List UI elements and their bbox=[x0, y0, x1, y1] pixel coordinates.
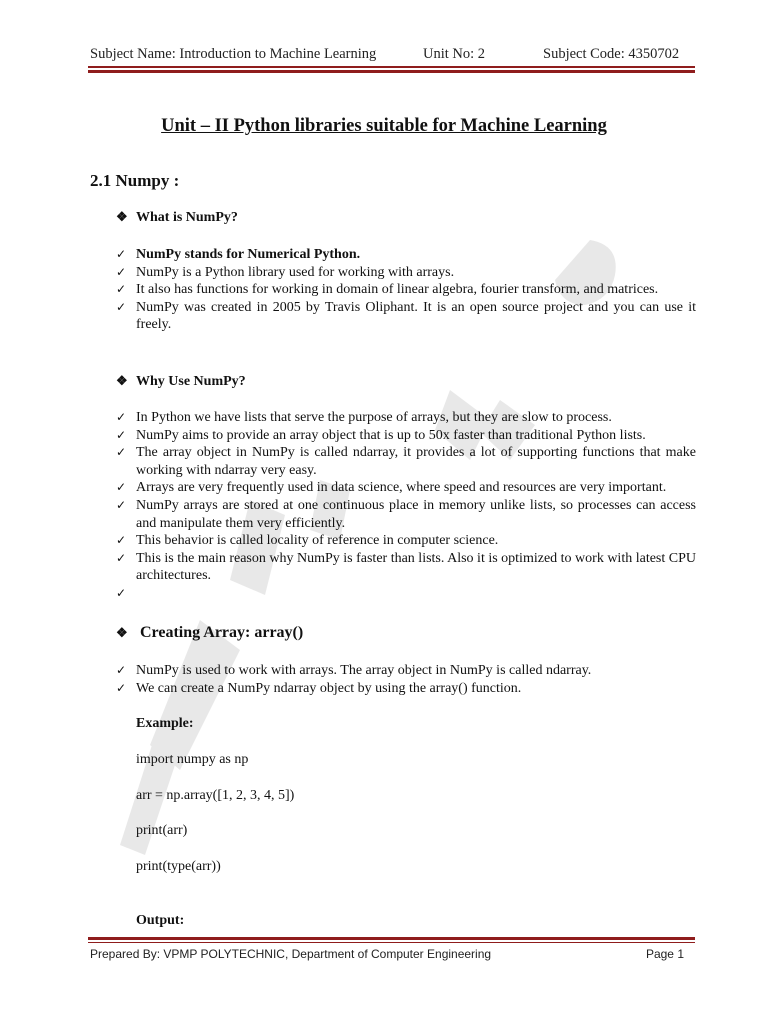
list-item-text: This is the main reason why NumPy is faster than lists. Also it is optimized to work with latest CPU architectures. bbox=[136, 550, 696, 584]
unit-number: Unit No: 2 bbox=[423, 46, 486, 62]
list-item-text: Arrays are very frequently used in data science, where speed and resources are very important. bbox=[136, 480, 667, 496]
list-item bbox=[116, 246, 696, 264]
unit-title: Unit – II Python libraries suitable for Machine Learning bbox=[161, 116, 607, 136]
footer-rule-thick bbox=[88, 937, 695, 940]
checkmark-icon: ✓ bbox=[116, 427, 127, 442]
diamond-bullet-icon: ❖ bbox=[116, 625, 128, 640]
code-line: print(arr) bbox=[136, 823, 188, 838]
header-rule bbox=[88, 66, 695, 68]
list-item-text: NumPy is a Python library used for working with arrays. bbox=[136, 264, 455, 280]
creating-array-list bbox=[116, 662, 696, 697]
checkmark-icon: ✓ bbox=[116, 410, 127, 424]
list-item bbox=[116, 281, 696, 299]
checkmark-icon: ✓ bbox=[116, 282, 127, 297]
checkmark-icon: ✓ bbox=[116, 550, 127, 565]
subheading-label: What is NumPy? bbox=[136, 210, 238, 225]
list-item bbox=[116, 444, 696, 479]
code-line: import numpy as np bbox=[136, 752, 249, 767]
list-item bbox=[116, 299, 696, 334]
list-item bbox=[116, 532, 696, 550]
checkmark-icon: ✓ bbox=[116, 480, 127, 495]
checkmark-icon: ✓ bbox=[116, 497, 127, 512]
footer-prepared-by: Prepared By: VPMP POLYTECHNIC, Department of Computer Engineering bbox=[90, 947, 492, 961]
list-item bbox=[116, 550, 696, 585]
list-item-text: NumPy is used to work with arrays. The array object in NumPy is called ndarray. bbox=[136, 663, 592, 678]
list-item bbox=[116, 264, 696, 282]
list-item-text: NumPy stands for Numerical Python. bbox=[136, 247, 361, 262]
footer-rule bbox=[88, 942, 695, 943]
checkmark-icon: ✓ bbox=[116, 299, 127, 314]
list-item-text: NumPy arrays are stored at one continuous place in memory unlike lists, so processes can access and manipulate them very efficiently. bbox=[136, 497, 696, 531]
list-item-empty bbox=[116, 585, 696, 603]
output-label: Output: bbox=[136, 913, 185, 928]
code-line: arr = np.array([1, 2, 3, 4, 5]) bbox=[136, 788, 295, 803]
list-item-text: NumPy was created in 2005 by Travis Oliphant. It is an open source project and you can use it freely. bbox=[136, 299, 696, 333]
subject-name: Subject Name: Introduction to Machine Learning bbox=[90, 46, 377, 62]
section-heading: 2.1 Numpy : bbox=[90, 171, 180, 190]
checkmark-icon: ✓ bbox=[116, 533, 127, 548]
subheading-creating-array bbox=[116, 624, 303, 642]
checkmark-icon: ✓ bbox=[116, 264, 127, 279]
list-item-text: It also has functions for working in domain of linear algebra, fourier transform, and matrices. bbox=[136, 282, 659, 298]
diamond-bullet-icon: ❖ bbox=[116, 209, 128, 224]
why-use-list bbox=[116, 409, 696, 603]
page-number: Page 1 bbox=[645, 947, 684, 961]
what-is-list bbox=[116, 246, 696, 334]
list-item bbox=[116, 497, 696, 532]
list-item bbox=[116, 409, 696, 427]
checkmark-icon: ✓ bbox=[116, 680, 127, 695]
list-item-text: NumPy aims to provide an array object that is up to 50x faster than traditional Python lists. bbox=[136, 427, 646, 443]
code-line: print(type(arr)) bbox=[136, 859, 221, 874]
list-item bbox=[116, 662, 696, 680]
subheading-label: Why Use NumPy? bbox=[136, 374, 246, 389]
list-item-text: This behavior is called locality of reference in computer science. bbox=[136, 533, 499, 549]
list-item bbox=[116, 479, 696, 497]
list-item-text: In Python we have lists that serve the purpose of arrays, but they are slow to process. bbox=[136, 410, 612, 425]
checkmark-icon: ✓ bbox=[116, 663, 127, 677]
checkmark-icon: ✓ bbox=[116, 585, 127, 600]
header-rule-thick bbox=[88, 70, 695, 73]
diamond-bullet-icon: ❖ bbox=[116, 373, 128, 388]
subject-code: Subject Code: 4350702 bbox=[543, 46, 680, 62]
list-item bbox=[116, 680, 696, 698]
example-label: Example: bbox=[136, 716, 194, 731]
list-item bbox=[116, 427, 696, 445]
checkmark-icon: ✓ bbox=[116, 445, 127, 460]
subheading-why-use-numpy bbox=[116, 373, 246, 390]
list-item-text: We can create a NumPy ndarray object by using the array() function. bbox=[136, 680, 522, 696]
subheading-label: Creating Array: array() bbox=[140, 624, 304, 641]
subheading-what-is-numpy bbox=[116, 209, 238, 226]
list-item-text: The array object in NumPy is called ndarray, it provides a lot of supporting functions that make working with ndarray very easy. bbox=[136, 445, 696, 478]
checkmark-icon: ✓ bbox=[116, 247, 127, 261]
